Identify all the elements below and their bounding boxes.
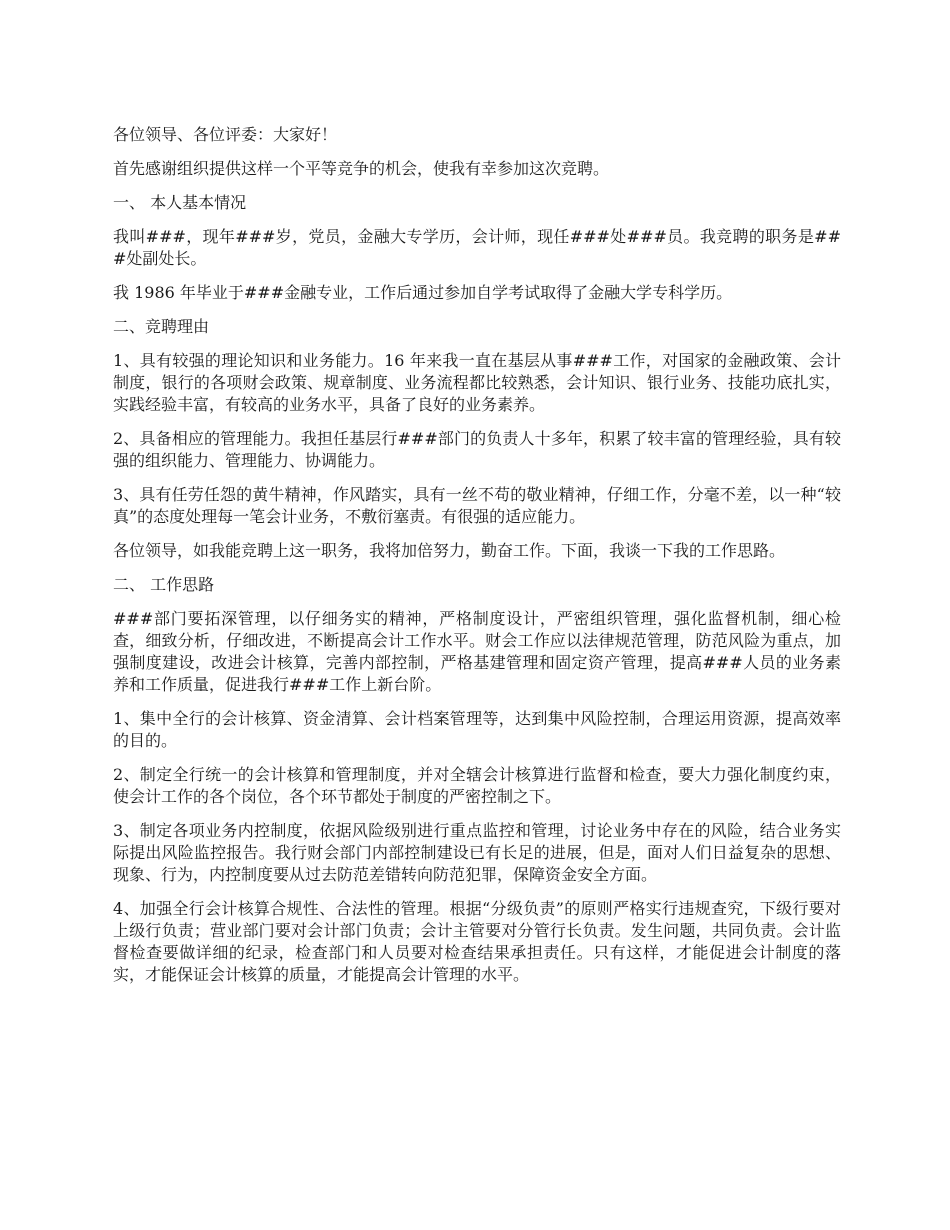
transition-paragraph: 各位领导，如我能竞聘上这一职务，我将加倍努力，勤奋工作。下面，我谈一下我的工作思路。 (113, 541, 786, 560)
reason-paragraph-2: 2、具备相应的管理能力。我担任基层行###部门的负责人十多年，积累了较丰富的管理经验，具有较强的组织能力、管理能力、协调能力。 (113, 429, 841, 470)
work-plan-item-4: 4、加强全行会计核算合规性、合法性的管理。根据“分级负责”的原则严格实行违规查究，下级行要对上级行负责；营业部门要对会计部门负责；会计主管要对分管行长负责。发生问题，共同负责。会计监督检查要做详细的纪录，检查部门和人员要对检查结果承担责任。只有这样，才能促进会计制度的落实，才能保证会计核算的质量，才能提高会计管理的水平。 (113, 899, 841, 984)
section-heading-basic-info: 一、 本人基本情况 (113, 193, 247, 212)
intro-paragraph: 首先感谢组织提供这样一个平等竞争的机会，使我有幸参加这次竞聘。 (113, 159, 610, 178)
reason-paragraph-1: 1、具有较强的理论知识和业务能力。16 年来我一直在基层从事###工作，对国家的金融政策、会计制度，银行的各项财会政策、规章制度、业务流程都比较熟悉，会计知识、银行业务、技能功底扎实，实践经验丰富，有较高的业务水平，具备了良好的业务素养。 (113, 351, 841, 414)
work-plan-item-2: 2、制定全行统一的会计核算和管理制度，并对全辖会计核算进行监督和检查，要大力强化制度约束，使会计工作的各个岗位，各个环节都处于制度的严密控制之下。 (113, 765, 841, 806)
greeting-paragraph: 各位领导、各位评委：大家好！ (113, 125, 338, 144)
work-plan-overview-paragraph: ###部门要拓深管理，以仔细务实的精神，严格制度设计，严密组织管理，强化监督机制，细心检查，细致分析，仔细改进，不断提高会计工作水平。财会工作应以法律规范管理，防范风险为重点，加强制度建设，改进会计核算，完善内部控制，严格基建管理和固定资产管理，提高###人员的业务素养和工作质量，促进我行###工作上新台阶。 (113, 609, 841, 694)
education-paragraph: 我 1986 年毕业于###金融专业，工作后通过参加自学考试取得了金融大学专科学历。 (113, 283, 733, 302)
work-plan-item-3: 3、制定各项业务内控制度，依据风险级别进行重点监控和管理，讨论业务中存在的风险，结合业务实际提出风险监控报告。我行财会部门内部控制建设已有长足的进展，但是，面对人们日益复杂的思想、现象、行为，内控制度要从过去防范差错转向防范犯罪，保障资金安全方面。 (113, 821, 841, 884)
reason-paragraph-3: 3、具有任劳任怨的黄牛精神，作风踏实，具有一丝不苟的敬业精神，仔细工作，分毫不差，以一种“较真”的态度处理每一笔会计业务，不敷衍塞责。有很强的适应能力。 (113, 485, 841, 526)
personal-info-paragraph: 我叫###，现年###岁，党员，金融大专学历，会计师，现任###处###员。我竞聘的职务是###处副处长。 (113, 227, 841, 268)
section-heading-reasons: 二、竞聘理由 (113, 317, 210, 336)
section-heading-work-plan: 二、 工作思路 (113, 575, 215, 594)
document-body (113, 124, 841, 998)
work-plan-item-1: 1、集中全行的会计核算、资金清算、会计档案管理等，达到集中风险控制，合理运用资源，提高效率的目的。 (113, 709, 841, 750)
